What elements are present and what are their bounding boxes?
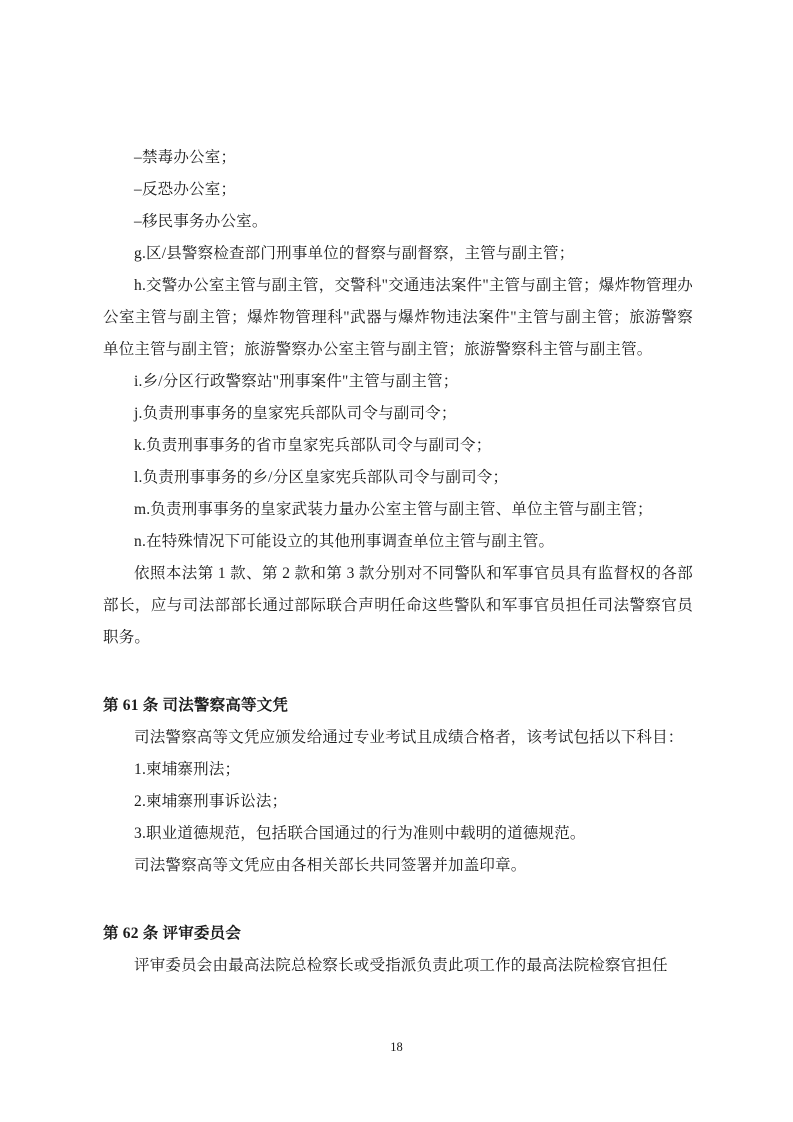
paragraph: 评审委员会由最高法院总检察长或受指派负责此项工作的最高法院检察官担任	[134, 957, 668, 974]
paragraph: l.负责刑事事务的乡/分区皇家宪兵部队司令与副司令；	[134, 469, 509, 486]
paragraph: n.在特殊情况下可能设立的其他刑事调查单位主管与副主管。	[134, 533, 555, 550]
paragraph: 司法警察高等文凭应由各相关部长共同签署并加盖印章。	[134, 857, 527, 874]
paragraph: –移民事务办公室。	[134, 213, 268, 230]
page-footer	[0, 1038, 793, 1056]
paragraph: –禁毒办公室；	[134, 149, 237, 166]
paragraph: 依照本法第 1 款、第 2 款和第 3 款分别对不同警队和军事官员具有监督权的各部部长，应与司法部部长通过部际联合声明任命这些警队和军事官员担任司法警察官员职务。	[103, 565, 693, 646]
paragraph: 第 61 条 司法警察高等文凭	[103, 697, 289, 714]
paragraph: m.负责刑事事务的皇家武装力量办公室主管与副主管、单位主管与副主管；	[134, 501, 653, 518]
paragraph: g.区/县警察检查部门刑事单位的督察与副督察，主管与副主管；	[134, 245, 575, 262]
paragraph: 司法警察高等文凭应颁发给通过专业考试且成绩合格者，该考试包括以下科目：	[134, 729, 684, 746]
paragraph: 2.柬埔寨刑事诉讼法；	[134, 793, 288, 810]
document-body	[103, 0, 693, 982]
paragraph: h.交警办公室主管与副主管，交警科"交通违法案件"主管与副主管；爆炸物管理办公室主管与副主管；爆炸物管理科"武器与爆炸物违法案件"主管与副主管；旅游警察单位主管与副主管；旅游警察办公室主管与副主管；旅游警察科主管与副主管。	[103, 277, 693, 358]
paragraph: 1.柬埔寨刑法；	[134, 761, 241, 778]
paragraph: i.乡/分区行政警察站"刑事案件"主管与副主管；	[134, 373, 459, 390]
page-number: 18	[390, 1040, 403, 1054]
paragraph: 3.职业道德规范，包括联合国通过的行为准则中载明的道德规范。	[134, 825, 586, 842]
paragraph: k.负责刑事事务的省市皇家宪兵部队司令与副司令；	[134, 437, 492, 454]
paragraph: j.负责刑事事务的皇家宪兵部队司令与副司令；	[134, 405, 457, 422]
paragraph: –反恐办公室；	[134, 181, 237, 198]
paragraph: 第 62 条 评审委员会	[103, 925, 242, 942]
